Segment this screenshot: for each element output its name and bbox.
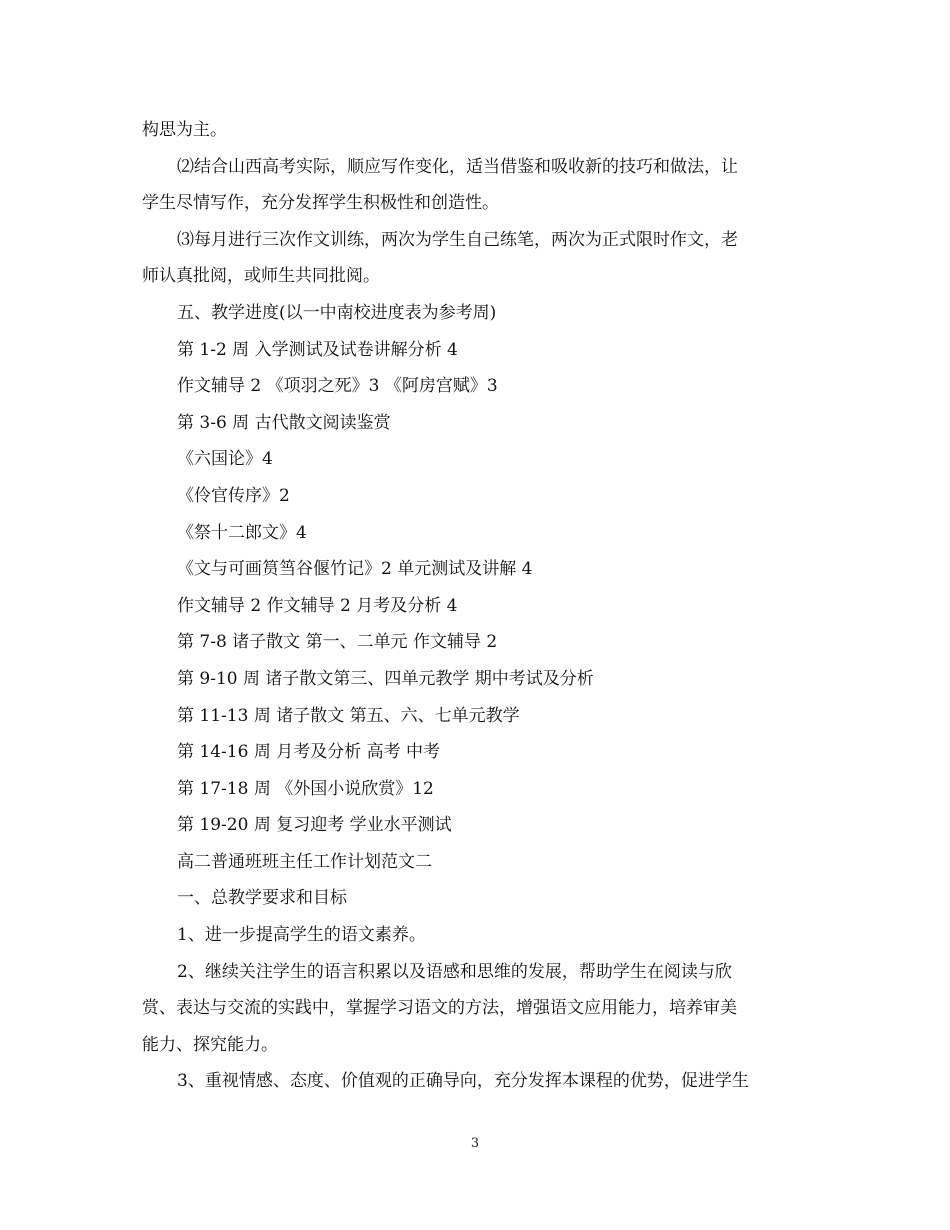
text-line: ⑶每月进行三次作文训练，两次为学生自己练笔，两次为正式限时作文，老 xyxy=(177,229,738,250)
text-line: 师认真批阅，或师生共同批阅。 xyxy=(142,266,380,287)
schedule-line: 《祭十二郎文》4 xyxy=(177,522,307,543)
text-line: 赏、表达与交流的实践中，掌握学习语文的方法，增强语文应用能力，培养审美 xyxy=(142,998,737,1019)
text-line: 1、进一步提高学生的语文素养。 xyxy=(177,925,426,946)
text-line: 构思为主。 xyxy=(142,120,227,140)
schedule-line: 第 14-16 周 月考及分析 高考 中考 xyxy=(177,742,441,763)
schedule-line: 第 3-6 周 古代散文阅读鉴赏 xyxy=(177,412,391,433)
page-number: 3 xyxy=(470,1136,480,1151)
schedule-line: 《伶官传序》2 xyxy=(177,485,290,506)
schedule-line: 第 7-8 诸子散文 第一、二单元 作文辅导 2 xyxy=(177,632,498,653)
section-heading: 一、总教学要求和目标 xyxy=(177,888,347,909)
schedule-line: 《六国论》4 xyxy=(177,449,273,470)
document-body xyxy=(142,112,810,1100)
document-title: 高二普通班班主任工作计划范文二 xyxy=(177,851,432,872)
schedule-line: 第 11-13 周 诸子散文 第五、六、七单元教学 xyxy=(177,705,520,726)
text-line: 能力、探究能力。 xyxy=(142,1034,278,1055)
schedule-line: 作文辅导 2 作文辅导 2 月考及分析 4 xyxy=(177,595,458,616)
schedule-line: 第 1-2 周 入学测试及试卷讲解分析 4 xyxy=(177,339,458,360)
schedule-line: 第 17-18 周 《外国小说欣赏》12 xyxy=(177,778,434,799)
section-heading: 五、教学进度(以一中南校进度表为参考周) xyxy=(177,302,497,323)
schedule-line: 第 9-10 周 诸子散文第三、四单元教学 期中考试及分析 xyxy=(177,668,594,689)
schedule-line: 《文与可画筼筜谷偃竹记》2 单元测试及讲解 4 xyxy=(177,559,533,580)
text-line: ⑵结合山西高考实际，顺应写作变化，适当借鉴和吸收新的技巧和做法，让 xyxy=(177,156,738,177)
text-line: 3、重视情感、态度、价值观的正确导向，充分发挥本课程的优势，促进学生 xyxy=(177,1071,749,1092)
schedule-line: 第 19-20 周 复习迎考 学业水平测试 xyxy=(177,815,452,836)
schedule-line: 作文辅导 2 《项羽之死》3 《阿房宫赋》3 xyxy=(177,376,498,397)
text-line: 学生尽情写作，充分发挥学生积极性和创造性。 xyxy=(142,193,499,214)
text-line: 2、继续关注学生的语言积累以及语感和思维的发展，帮助学生在阅读与欣 xyxy=(177,961,732,982)
